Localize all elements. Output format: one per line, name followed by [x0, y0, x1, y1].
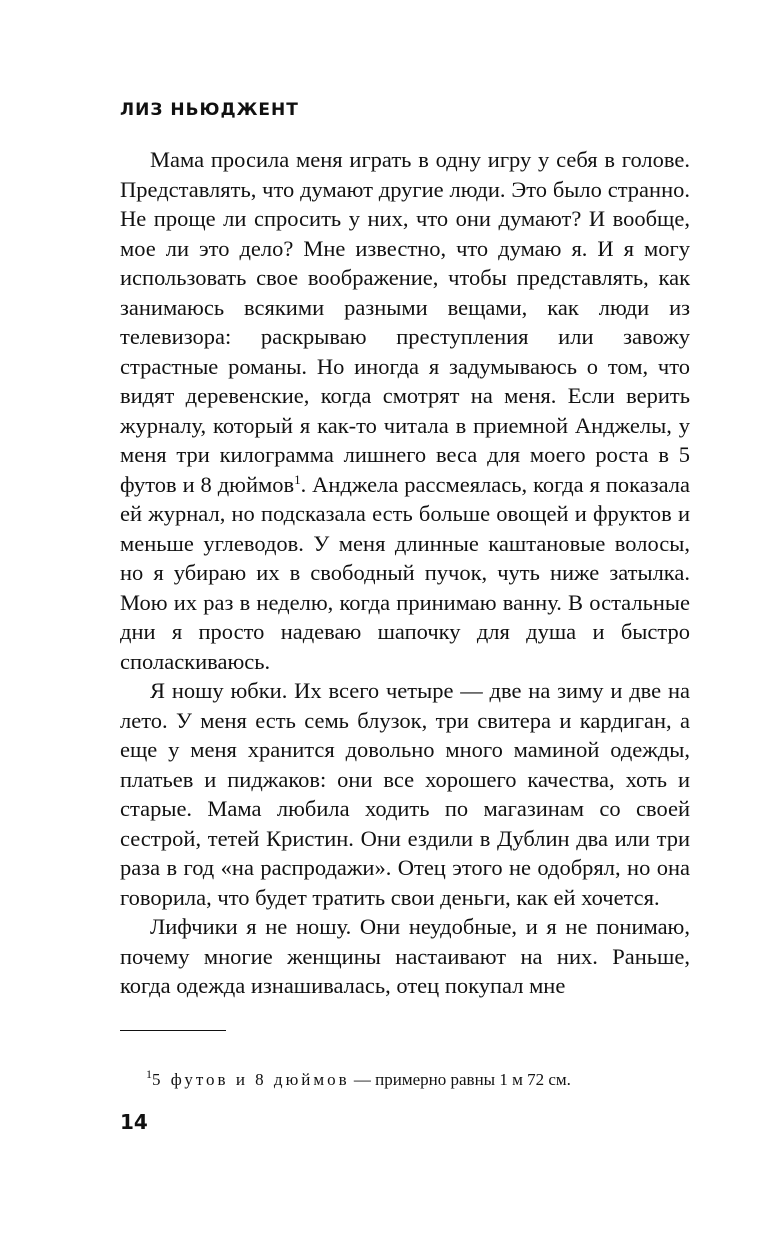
running-head: ЛИЗ НЬЮДЖЕНТ [120, 100, 299, 120]
footnote-mark: 1 [146, 1067, 152, 1081]
footnote-reference-mark[interactable]: 1 [294, 471, 301, 487]
footnote-term: 5 футов и 8 дюймов [152, 1070, 350, 1089]
paragraph-1 [120, 145, 690, 676]
footnote [146, 1067, 571, 1090]
page-number: 14 [120, 1110, 148, 1134]
paragraph-1-text-before-mark: Мама просила меня играть в одну игру у себя в голове. Представлять, что думают другие люди. Это было странно. Не проще ли спросить у них, что они думают? И вообще, мое ли это дело? Мне известно, что думаю я. И я могу использовать свое воображение, чтобы представлять, как занимаюсь всякими разными вещами, как люди из телевизора: раскрываю преступления или завожу страстные романы. Но иногда я задумываюсь о том, что видят деревенские, когда смотрят на меня. Если верить журналу, который я как-то читала в приемной Анджелы, у меня три килограмма лишнего веса для моего роста в 5 футов и 8 дюймов [120, 147, 690, 497]
footnote-divider [120, 1030, 226, 1031]
paragraph-3: Лифчики я не ношу. Они неудобные, и я не понимаю, почему многие женщины настаивают на них. Раньше, когда одежда изнашивалась, отец покупал мне [120, 914, 690, 998]
footnote-definition: — примерно равны 1 м 72 см. [349, 1070, 571, 1089]
paragraph-2: Я ношу юбки. Их всего четыре — две на зиму и две на лето. У меня есть семь блузок, три свитера и кардиган, а еще у меня хранится довольно много маминой одежды, платьев и пиджаков: они все хорошего качества, хоть и старые. Мама любила ходить по магазинам со своей сестрой, тетей Кристин. Они ездили в Дублин два или три раза в год «на распродажи». Отец этого не одобрял, но она говорила, что будет тратить свои деньги, как ей хочется. [120, 678, 690, 910]
paragraph-1-text-after-mark: . Анджела рассмеялась, когда я показала ей журнал, но подсказала есть больше овощей и фруктов и меньше углеводов. У меня длинные каштановые волосы, но я убираю их в свободный пучок, чуть ниже затылка. Мою их раз в неделю, когда принимаю ванну. В остальные дни я просто надеваю шапочку для душа и быстро споласкиваюсь. [120, 471, 690, 674]
body-text [120, 145, 690, 1001]
